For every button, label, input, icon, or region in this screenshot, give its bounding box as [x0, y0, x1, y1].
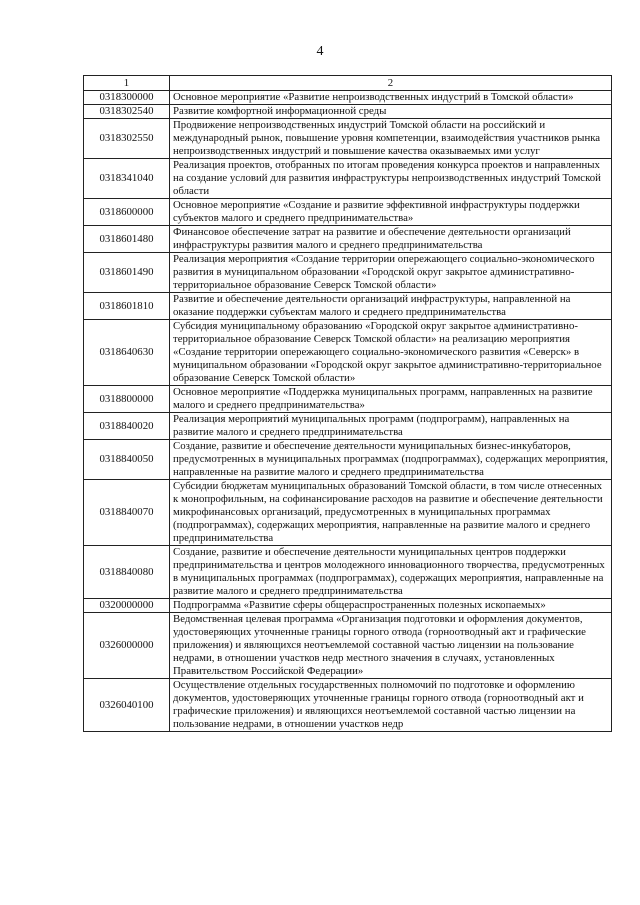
row-description: Реализация проектов, отобранных по итогам проведения конкурса проектов и направленных на создание условий для развития инфраструктуры непроизводственных индустрий Томской области — [170, 159, 612, 199]
column-header-description: 2 — [170, 76, 612, 91]
table-row — [84, 119, 612, 159]
row-description: Основное мероприятие «Развитие непроизводственных индустрий в Томской области» — [170, 91, 612, 105]
row-code: 0318840050 — [84, 440, 170, 480]
table-row — [84, 413, 612, 440]
table-row — [84, 386, 612, 413]
table-row — [84, 105, 612, 119]
page-number: 4 — [316, 44, 324, 59]
row-code: 0318601480 — [84, 226, 170, 253]
row-code: 0318300000 — [84, 91, 170, 105]
row-description: Реализация мероприятий муниципальных программ (подпрограмм), направленных на развитие малого и среднего предпринимательства — [170, 413, 612, 440]
table-row — [84, 226, 612, 253]
table-row — [84, 480, 612, 546]
row-code: 0318800000 — [84, 386, 170, 413]
table-row — [84, 599, 612, 613]
row-description: Осуществление отдельных государственных полномочий по подготовке и оформлению документов, удостоверяющих уточненные границы горного отвода (горноотводный акт и графические приложения) и являющихся неотъемлемой составной частью лицензии на пользование недрами, в отношении участков недр — [170, 679, 612, 732]
row-code: 0318640630 — [84, 320, 170, 386]
row-code: 0326000000 — [84, 613, 170, 679]
row-code: 0318341040 — [84, 159, 170, 199]
table-row — [84, 613, 612, 679]
row-code: 0318840080 — [84, 546, 170, 599]
row-code: 0318601810 — [84, 293, 170, 320]
row-code: 0318600000 — [84, 199, 170, 226]
table-row — [84, 546, 612, 599]
table-row — [84, 440, 612, 480]
column-header-code: 1 — [84, 76, 170, 91]
row-code: 0320000000 — [84, 599, 170, 613]
row-code: 0318302540 — [84, 105, 170, 119]
row-description: Финансовое обеспечение затрат на развитие и обеспечение деятельности организаций инфраструктуры развития малого и среднего предпринимательства — [170, 226, 612, 253]
row-code: 0318601490 — [84, 253, 170, 293]
table-header-row — [84, 76, 612, 91]
table-row — [84, 199, 612, 226]
row-description: Ведомственная целевая программа «Организация подготовки и оформления документов, удостоверяющих уточненные границы горного отвода (горноотводный акт и графические приложения) и являющихся неотъемлемой составной частью лицензии на пользование недрами, в отношении участков недр местного значения в случаях, установленных Правительством Российской Федерации» — [170, 613, 612, 679]
row-description: Создание, развитие и обеспечение деятельности муниципальных бизнес-инкубаторов, предусмотренных в муниципальных программах (подпрограммах), содержащих мероприятия, направленные на развитие малого и среднего предпринимательства — [170, 440, 612, 480]
table-row — [84, 159, 612, 199]
table-row — [84, 253, 612, 293]
row-description: Развитие и обеспечение деятельности организаций инфраструктуры, направленной на оказание поддержки субъектам малого и среднего предпринимательства — [170, 293, 612, 320]
row-description: Основное мероприятие «Поддержка муниципальных программ, направленных на развитие малого и среднего предпринимательства» — [170, 386, 612, 413]
table-row — [84, 320, 612, 386]
table-row — [84, 679, 612, 732]
budget-codes-table — [83, 75, 612, 732]
table-row — [84, 293, 612, 320]
row-description: Развитие комфортной информационной среды — [170, 105, 612, 119]
row-code: 0326040100 — [84, 679, 170, 732]
row-description: Подпрограмма «Развитие сферы общераспространенных полезных ископаемых» — [170, 599, 612, 613]
row-code: 0318840020 — [84, 413, 170, 440]
row-description: Создание, развитие и обеспечение деятельности муниципальных центров поддержки предпринимательства и центров молодежного инновационного творчества, предусмотренных в муниципальных программах (подпрограммах), содержащих мероприятия, направленные на развитие малого и среднего предпринимательства — [170, 546, 612, 599]
row-description: Субсидия муниципальному образованию «Городской округ закрытое административно-территориальное образование Северск Томской области» на реализацию мероприятия «Создание территории опережающего социально-экономического развития «Северск» в муниципальном образовании «Городской округ закрытое административно-территориальное образование Северск Томской области» — [170, 320, 612, 386]
row-description: Реализация мероприятия «Создание территории опережающего социально-экономического развития в муниципальном образовании «Городской округ закрытое административно-территориальное образование Северск Томской области» — [170, 253, 612, 293]
row-description: Субсидии бюджетам муниципальных образований Томской области, в том числе отнесенных к монопрофильным, на софинансирование расходов на развитие и обеспечение деятельности микрофинансовых организаций, предусмотренных в муниципальных программах (подпрограммах), содержащих мероприятия, направленные на развитие малого и среднего предпринимательства — [170, 480, 612, 546]
row-code: 0318840070 — [84, 480, 170, 546]
row-code: 0318302550 — [84, 119, 170, 159]
row-description: Основное мероприятие «Создание и развитие эффективной инфраструктуры поддержки субъектов малого и среднего предпринимательства» — [170, 199, 612, 226]
table-row — [84, 91, 612, 105]
row-description: Продвижение непроизводственных индустрий Томской области на российский и международный рынок, повышение уровня компетенции, взаимодействия участников рынка непроизводственных индустрий и повышение качества оказываемых ими услуг — [170, 119, 612, 159]
